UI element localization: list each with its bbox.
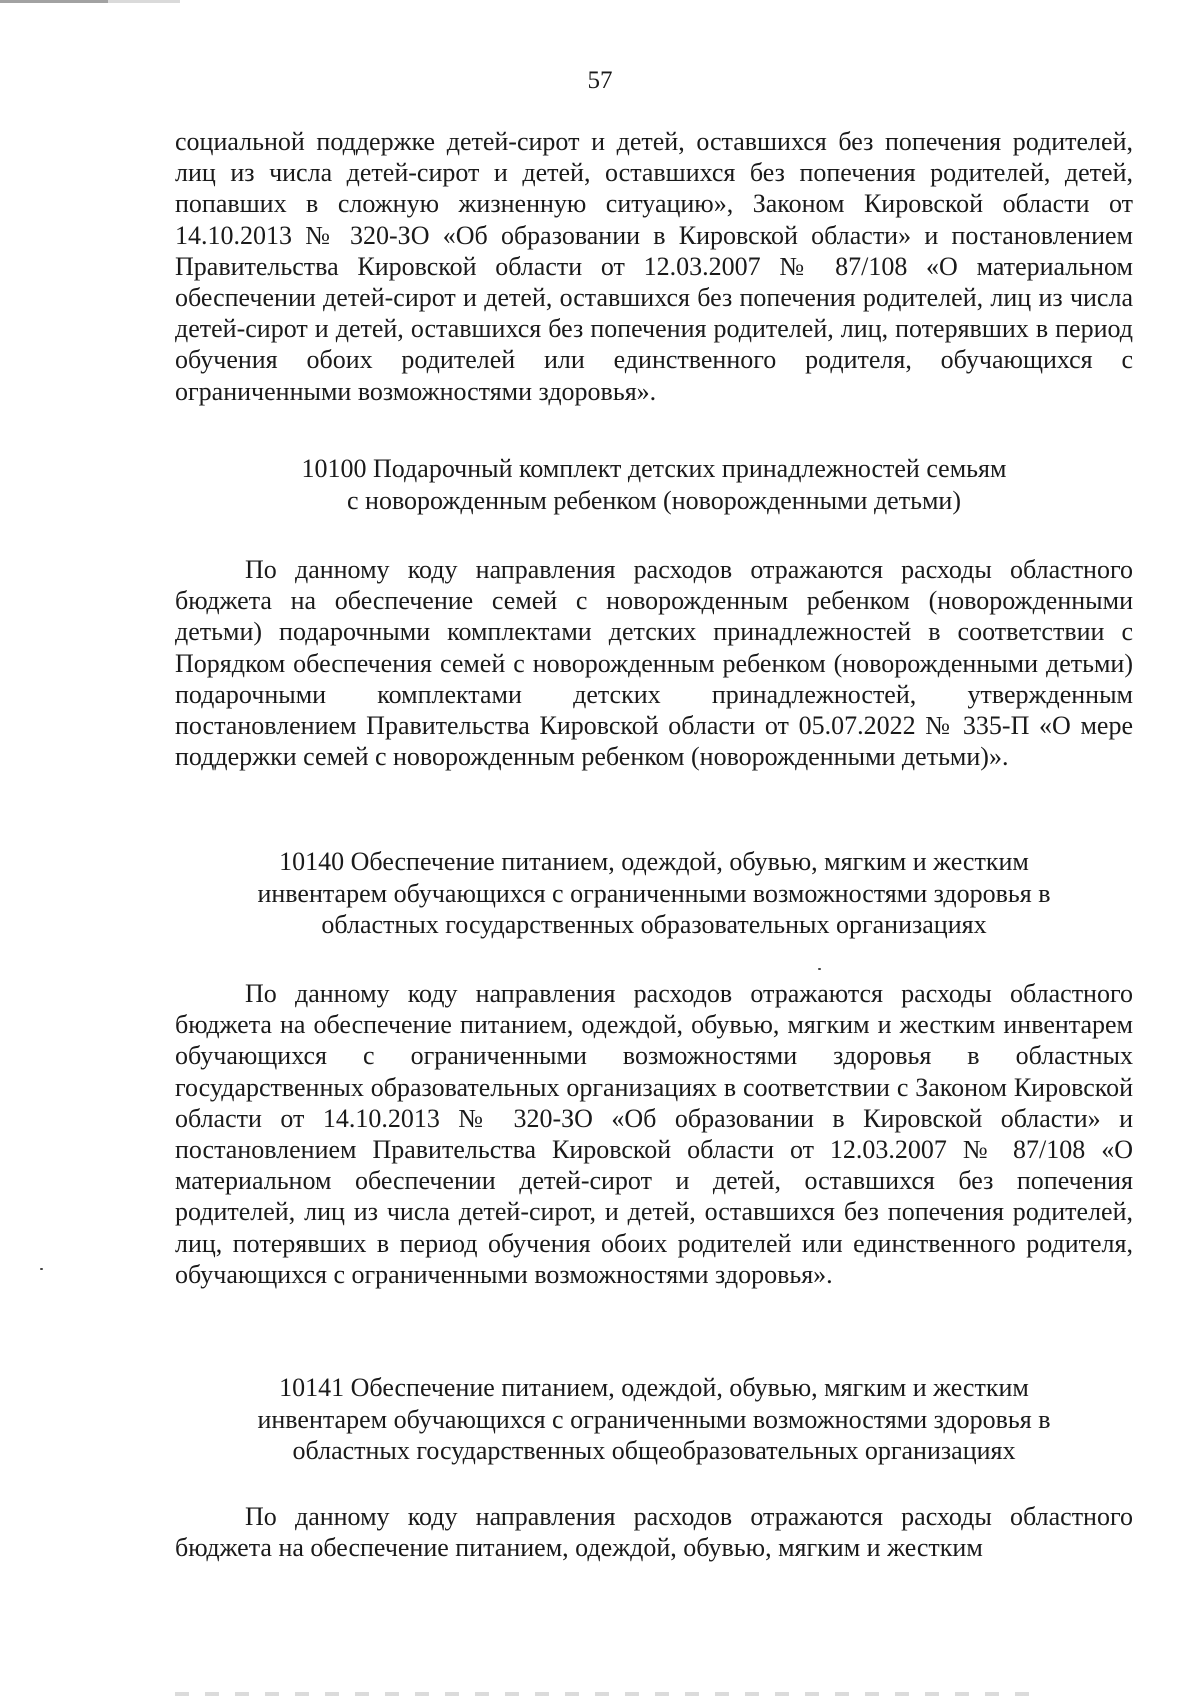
continuation-paragraph: социальной поддержке детей-сирот и детей, оставшихся без попечения родителей, лиц из числа детей-сирот и детей, оставшихся без попечения родителей, детей, попавших в сложную жизненную ситуацию», Законом Кировской области от 14.10.2013 № 320-ЗО «Об образовании в Кировской области» и постановлением Правительства Кировской области от 12.03.2007 № 87/108 «О материальном обеспечении детей-сирот и детей, оставшихся без попечения родителей, лиц из числа детей-сирот и детей, оставшихся без попечения родителей, лиц, потерявших в период обучения обоих родителей или единственного родителя, обучающихся с ограниченными возможностями здоровья». bbox=[175, 127, 1133, 406]
heading-line: инвентарем обучающихся с ограниченными возможностями здоровья в bbox=[257, 1404, 1051, 1434]
scan-artifact-bottom bbox=[175, 1692, 1045, 1696]
section-body-10141: По данному коду направления расходов отражаются расходы областного бюджета на обеспечение питанием, одеждой, обувью, мягким и жестким bbox=[175, 1502, 1133, 1563]
heading-line: с новорожденным ребенком (новорожденными детьми) bbox=[347, 485, 961, 515]
scan-artifact-top bbox=[0, 0, 180, 3]
scan-speck bbox=[818, 968, 821, 970]
heading-line: 10141 Обеспечение питанием, одеждой, обувью, мягким и жестким bbox=[279, 1373, 1029, 1402]
section-body-10100: По данному коду направления расходов отражаются расходы областного бюджета на обеспечение семей с новорожденным ребенком (новорожденными детьми) подарочными комплектами детских принадлежностей в соответствии с Порядком обеспечения семей с новорожденным ребенком (новорожденными детьми) подарочными комплектами детских принадлежностей, утвержденным постановлением Правительства Кировской области от 05.07.2022 № 335-П «О мере поддержки семей с новорожденным ребенком (новорожденными детьми)». bbox=[175, 555, 1133, 772]
section-body-10140: По данному коду направления расходов отражаются расходы областного бюджета на обеспечение питанием, одеждой, обувью, мягким и жестким инвентарем обучающихся с ограниченными возможностями здоровья в областных государственных образовательных организациях в соответствии с Законом Кировской области от 14.10.2013 № 320-ЗО «Об образовании в Кировской области» и постановлением Правительства Кировской области от 12.03.2007 № 87/108 «О материальном обеспечении детей-сирот и детей, оставшихся без попечения родителей, лиц из числа детей-сирот, и детей, оставшихся без попечения родителей, лиц, потерявших в период обучения обоих родителей или единственного родителя, обучающихся с ограниченными возможностями здоровья». bbox=[175, 979, 1133, 1289]
section-heading-10140 bbox=[175, 846, 1133, 941]
scan-speck bbox=[40, 1268, 43, 1270]
heading-line: областных государственных образовательных организациях bbox=[321, 910, 987, 939]
heading-line: 10100 Подарочный комплект детских принадлежностей семьям bbox=[301, 454, 1007, 483]
heading-line: инвентарем обучающихся с ограниченными возможностями здоровья в bbox=[257, 878, 1051, 908]
section-heading-10141 bbox=[175, 1372, 1133, 1467]
page-number: 57 bbox=[587, 67, 613, 94]
heading-line: 10140 Обеспечение питанием, одеждой, обувью, мягким и жестким bbox=[279, 847, 1029, 876]
heading-line: областных государственных общеобразовательных организациях bbox=[292, 1436, 1016, 1465]
section-heading-10100 bbox=[175, 453, 1133, 516]
